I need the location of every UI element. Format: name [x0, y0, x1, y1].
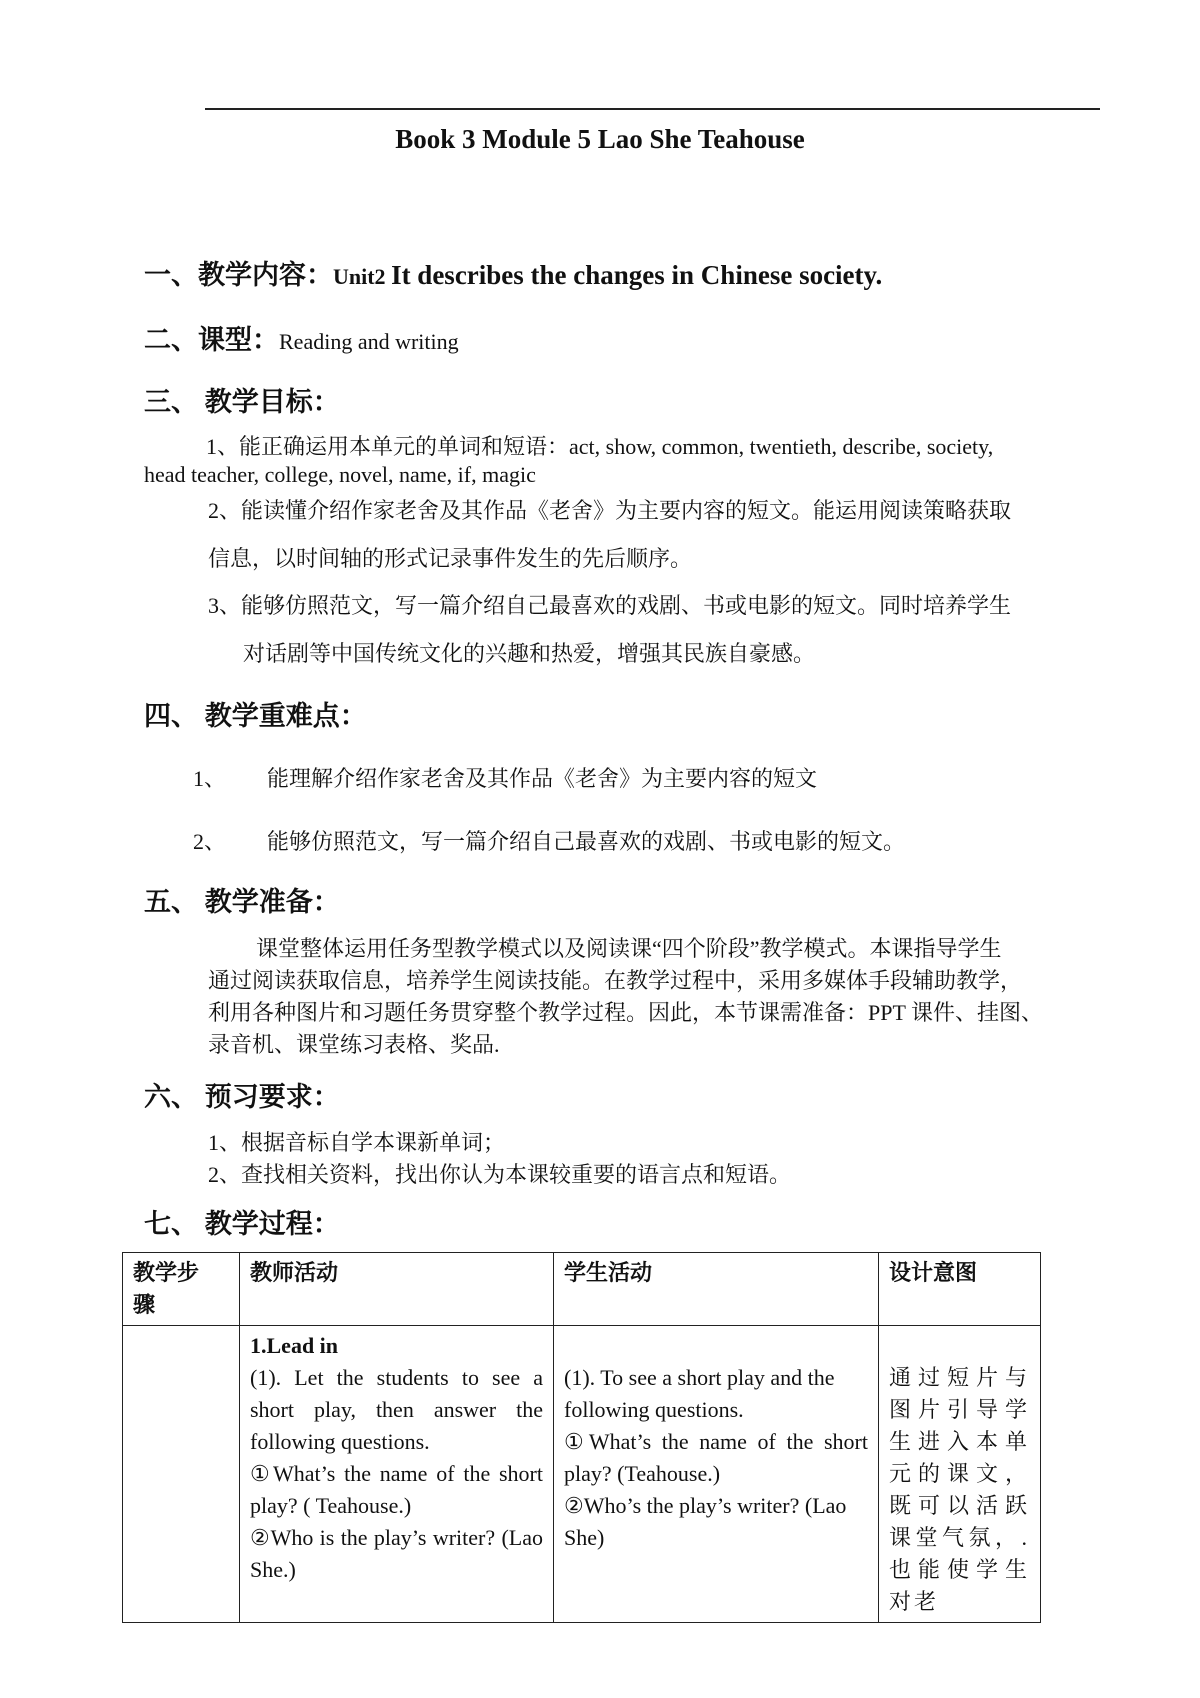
preparation-line-3: 利用各种图片和习题任务贯穿整个教学过程。因此，本节课需准备：PPT 课件、挂图、 [208, 1000, 1044, 1025]
student-cell [554, 1326, 879, 1623]
preparation-line-1: 课堂整体运用任务型教学模式以及阅读课“四个阶段”教学模式。本课指导学生 [256, 936, 1002, 961]
intent-cell [879, 1326, 1041, 1623]
section-3-heading-text: 三、 教学目标： [144, 387, 340, 417]
header-intent: 设计意图 [879, 1253, 1041, 1326]
key-point-2-text: 能够仿照范文，写一篇介绍自己最喜欢的戏剧、书或电影的短文。 [267, 829, 906, 854]
key-point-1-number: 1、 [193, 766, 227, 791]
key-point-2-number: 2、 [193, 829, 227, 854]
header-rule [205, 108, 1100, 110]
table-row [123, 1326, 1041, 1623]
preview-item-1: 1、根据音标自学本课新单词； [208, 1130, 506, 1155]
teacher-cell [240, 1326, 554, 1623]
header-step: 教学步骤 [123, 1253, 240, 1326]
objective-3-line-2: 对话剧等中国传统文化的兴趣和热爱，增强其民族自豪感。 [243, 641, 816, 666]
objective-2-line-1: 2、能读懂介绍作家老舍及其作品《老舍》为主要内容的短文。能运用阅读策略获取 [208, 498, 1012, 523]
section-7-heading-text: 七、 教学过程： [144, 1209, 340, 1239]
section-4-heading-text: 四、 教学重难点： [144, 701, 367, 731]
teacher-question-1: ①What’s the name of the short play? ( Teahouse.) [250, 1461, 543, 1518]
objective-2-line-2: 信息，以时间轴的形式记录事件发生的先后顺序。 [208, 546, 693, 571]
step-cell [123, 1326, 240, 1623]
student-question-2: ②Who’s the play’s writer? (Lao She) [564, 1493, 847, 1550]
section-1-text: It describes the changes in Chinese society. [391, 260, 883, 290]
section-1-heading: 一、教学内容： [144, 260, 333, 290]
section-2 [144, 318, 459, 357]
section-2-text: Reading and writing [279, 329, 459, 354]
teacher-step-title: 1.Lead in [250, 1333, 339, 1358]
preparation-line-4: 录音机、课堂练习表格、奖品. [208, 1032, 500, 1057]
document-title: Book 3 Module 5 Lao She Teahouse [395, 124, 805, 154]
header-teacher: 教师活动 [240, 1253, 554, 1326]
objective-1-line-2: head teacher, college, novel, name, if, magic [144, 462, 536, 487]
section-1-unit: Unit2 [333, 264, 392, 289]
section-2-heading: 二、课型： [144, 325, 279, 355]
process-table [122, 1252, 1041, 1623]
section-7-heading [144, 1202, 340, 1241]
section-1 [144, 253, 882, 292]
student-question-1: ①What’s the name of the short play? (Teahouse.) [564, 1429, 868, 1486]
objective-3-line-1: 3、能够仿照范文，写一篇介绍自己最喜欢的戏剧、书或电影的短文。同时培养学生 [208, 593, 1012, 618]
intent-text: 通过短片与图片引导学生进入本单元的课文，既可以活跃课堂气氛，.也能使学生对老 [889, 1365, 1030, 1614]
table-header-row [123, 1253, 1041, 1326]
section-3-heading [144, 380, 340, 419]
teacher-question-2: ②Who is the play’s writer? (Lao She.) [250, 1525, 543, 1582]
preparation-line-2: 通过阅读获取信息，培养学生阅读技能。在教学过程中，采用多媒体手段辅助教学， [208, 968, 1023, 993]
section-5-heading-text: 五、 教学准备： [144, 887, 340, 917]
section-4-heading [144, 694, 367, 733]
section-5-heading [144, 880, 340, 919]
key-point-1-text: 能理解介绍作家老舍及其作品《老舍》为主要内容的短文 [267, 766, 818, 791]
preview-item-2: 2、查找相关资料，找出你认为本课较重要的语言点和短语。 [208, 1162, 792, 1187]
student-paragraph: (1). To see a short play and the following questions. [564, 1365, 835, 1422]
teacher-paragraph: (1). Let the students to see a short play, then answer the following questions. [250, 1365, 543, 1454]
header-student: 学生活动 [554, 1253, 879, 1326]
objective-1-line-1: 1、能正确运用本单元的单词和短语：act, show, common, twentieth, describe, society, [206, 434, 994, 459]
section-6-heading-text: 六、 预习要求： [144, 1082, 340, 1112]
section-6-heading [144, 1075, 340, 1114]
